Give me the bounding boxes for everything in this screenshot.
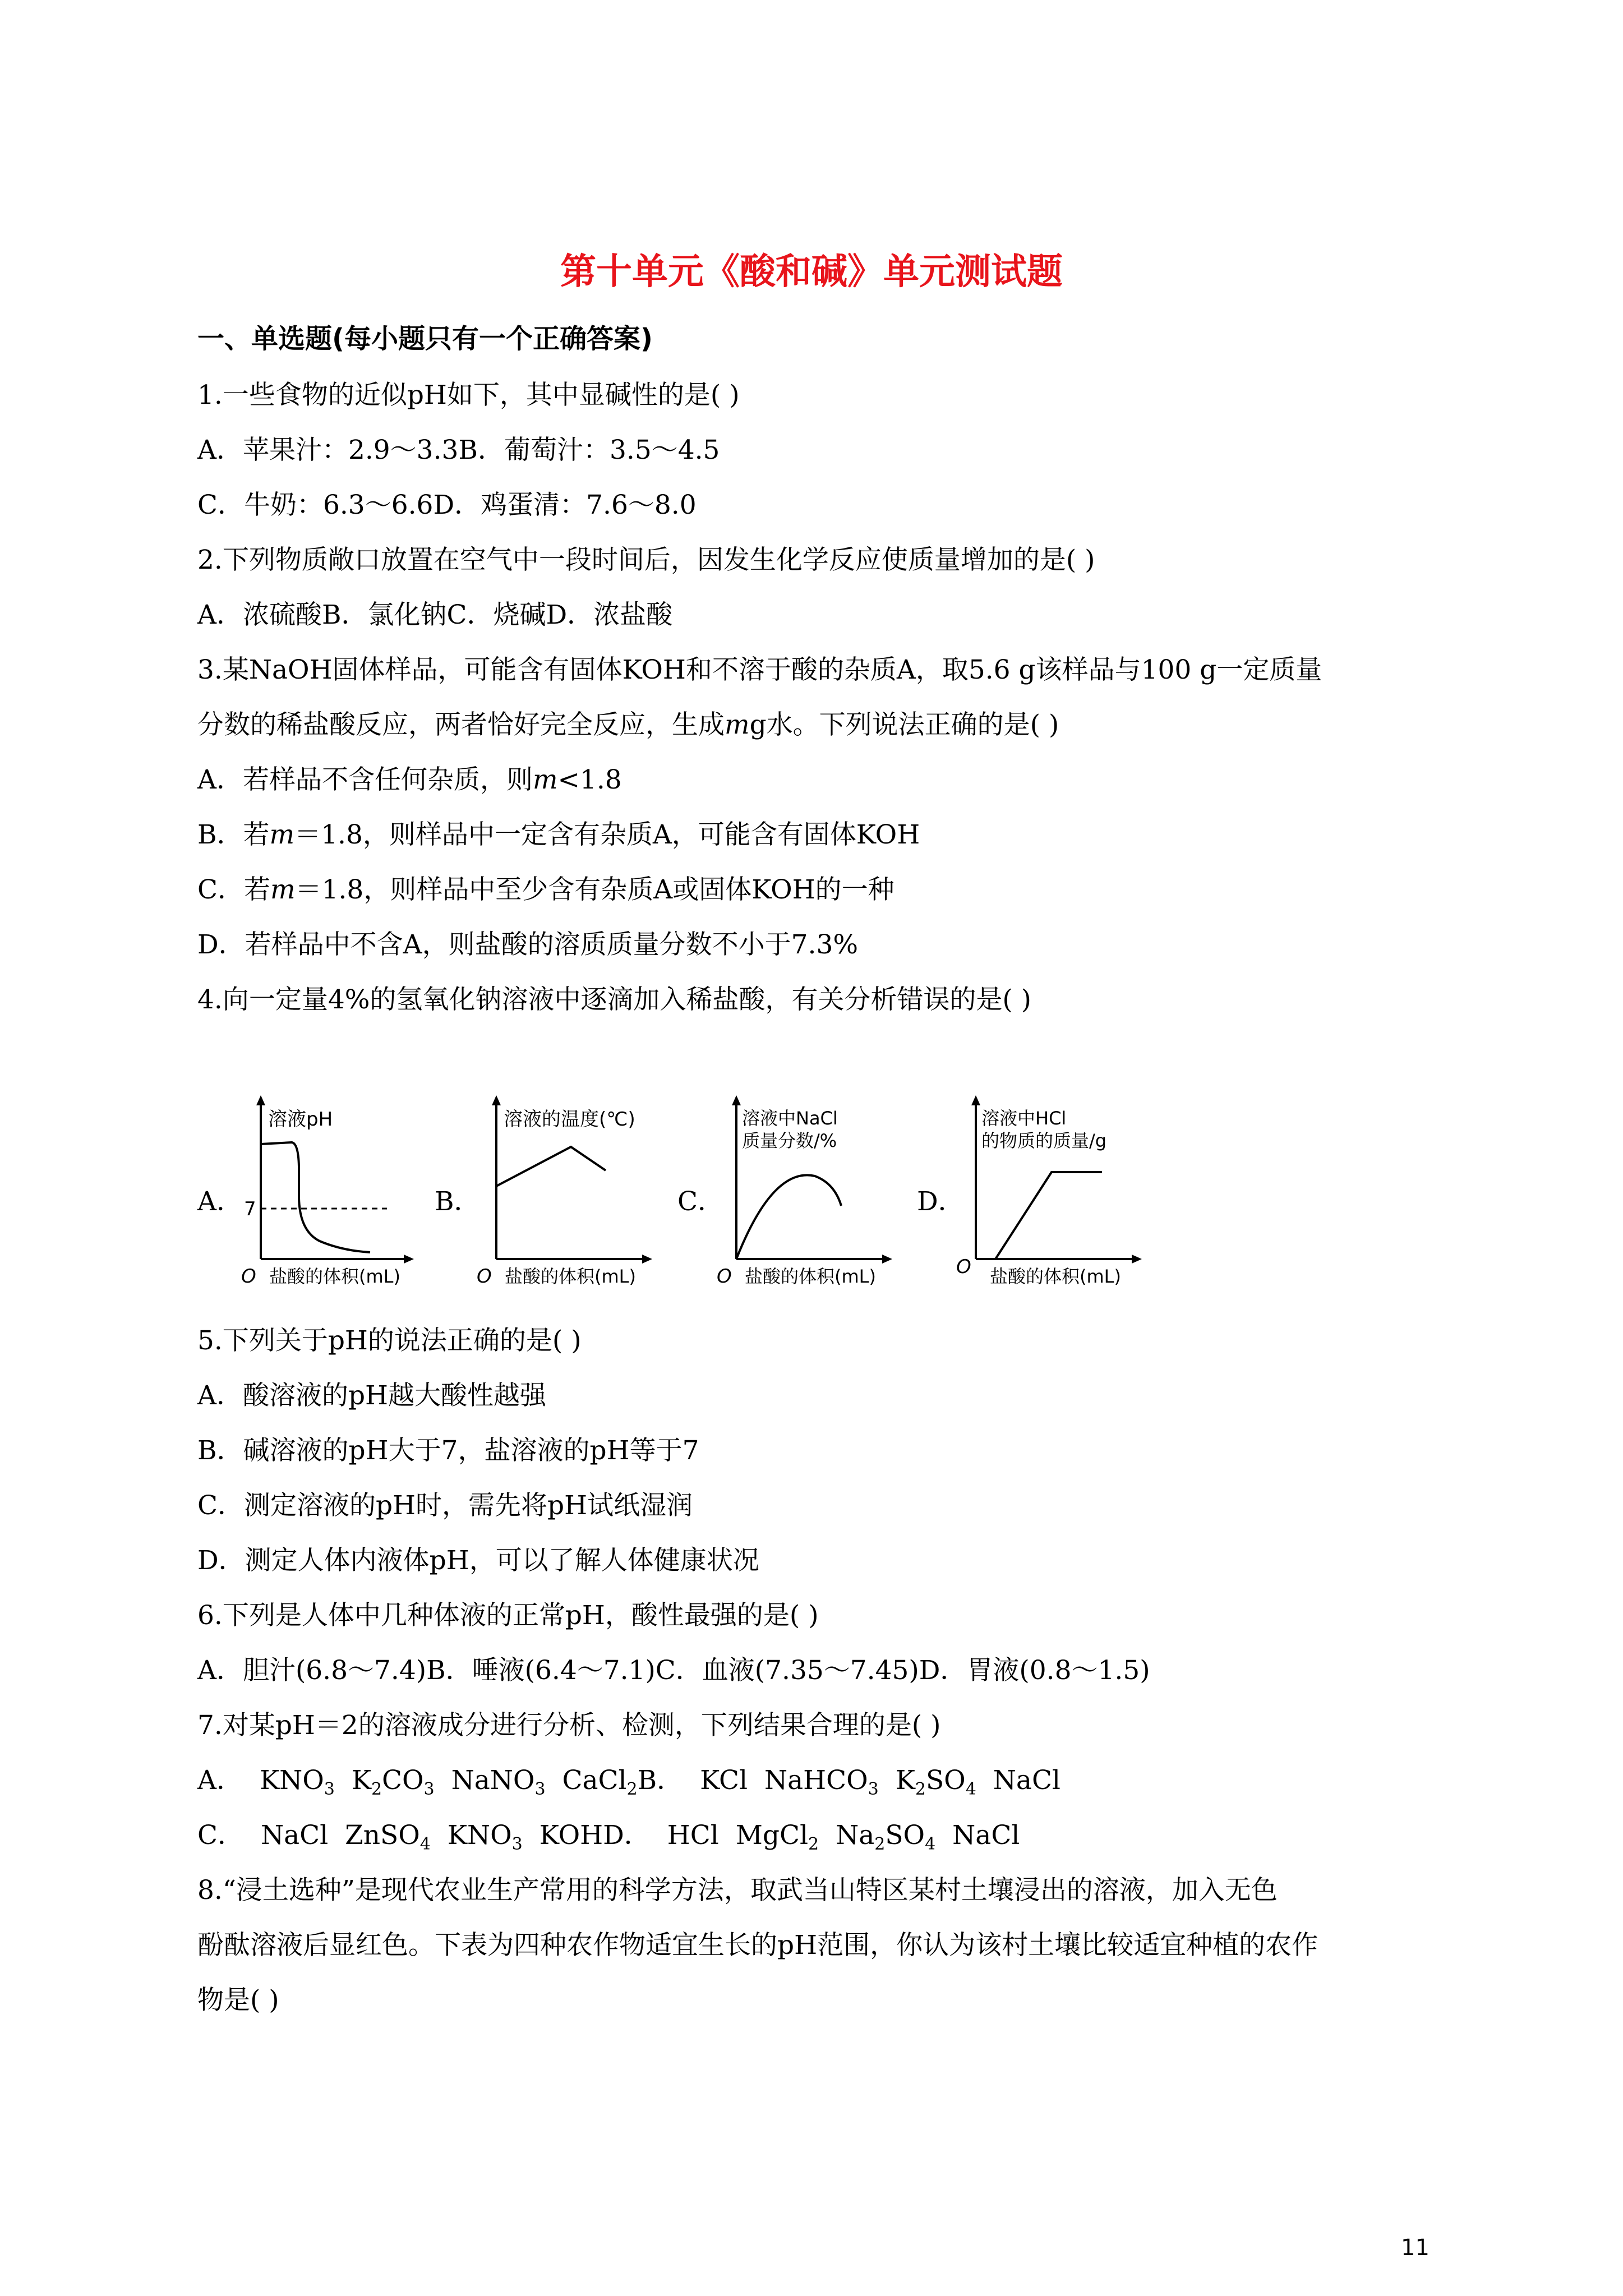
y-axis-arrow [971, 1095, 980, 1105]
q2-stem: 2.下列物质敞口放置在空气中一段时间后，因发生化学反应使质量增加的是( ) [197, 545, 1095, 575]
q3-option-a [197, 762, 622, 799]
q3-option-b-tail: ＝1.8，则样品中一定含有杂质A，可能含有固体KOH [294, 819, 920, 850]
q8-stem-line3: 物是( ) [197, 1985, 279, 2016]
q3-stem2-text-a: 分数的稀盐酸反应，两者恰好完全反应，生成 [197, 709, 725, 740]
x-axis-arrow [1132, 1255, 1142, 1264]
q3-option-a-text: A．若样品不含任何杂质，则 [197, 764, 533, 795]
q4-chart-d [956, 1091, 1147, 1304]
chart-d-xlabel: 盐酸的体积(mL) [990, 1266, 1121, 1287]
chart-b-ylabel: 溶液的温度(℃) [504, 1108, 635, 1131]
q4-letter-a: A． [197, 1186, 243, 1217]
q3-option-b [197, 817, 920, 854]
page-title: 第十单元《酸和碱》单元测试题 [560, 251, 1063, 293]
q5-option-d: D．测定人体内液体pH，可以了解人体健康状况 [197, 1545, 759, 1576]
q3-option-c-var: m [270, 874, 296, 905]
q1-options-cd: C．牛奶：6.3～6.6D．鸡蛋清：7.6～8.0 [197, 490, 697, 520]
q5-option-a: A．酸溶液的pH越大酸性越强 [197, 1380, 547, 1411]
q7-options-cd: C． NaCl ZnSO$_4$ $KNO_3$ KOHD． HCl MgCl$_2$ $Na_2SO_4$ NaCl [197, 1820, 1020, 1854]
q3-option-a-var: m [532, 764, 558, 795]
q4-letter-b: B． [435, 1186, 481, 1217]
q5-option-b: B．碱溶液的pH大于7，盐溶液的pH等于7 [197, 1435, 699, 1466]
q8-stem-line1: 8.“浸土选种”是现代农业生产常用的科学方法，取武当山特区某村土壤浸出的溶液，加入无色 [197, 1875, 1278, 1906]
y-axis-arrow [256, 1095, 265, 1105]
q3-option-d: D．若样品中不含A，则盐酸的溶质质量分数不小于7.3% [197, 929, 859, 960]
q4-chart-c [717, 1091, 896, 1304]
page-number: 11 [1401, 2235, 1430, 2261]
section-heading: 一、单选题(每小题只有一个正确答案) [197, 323, 653, 354]
chart-a-tick: 7 [244, 1198, 256, 1220]
chart-a-origin: O [241, 1265, 256, 1288]
nacl-curve [736, 1175, 841, 1259]
chart-c-ylabel-2: 质量分数/% [742, 1130, 837, 1151]
q1-options-ab: A．苹果汁：2.9～3.3B．葡萄汁：3.5～4.5 [197, 435, 720, 465]
q3-stem-line2 [197, 707, 1059, 744]
y-axis-arrow [492, 1095, 501, 1105]
q8-stem-line2: 酚酞溶液后显红色。下表为四种农作物适宜生长的pH范围，你认为该村土壤比较适宜种植的农作 [197, 1930, 1318, 1961]
q4-chart-b [477, 1091, 656, 1304]
x-axis-arrow [882, 1255, 892, 1264]
y-axis-arrow [732, 1095, 741, 1105]
chart-c-origin: O [717, 1265, 732, 1288]
q1-stem: 1.一些食物的近似pH如下，其中显碱性的是( ) [197, 380, 740, 411]
x-axis-arrow [642, 1255, 652, 1264]
temperature-curve [496, 1147, 606, 1186]
q3-option-a-tail: <1.8 [557, 764, 622, 795]
q4-letter-d: D． [917, 1186, 965, 1217]
q3-option-b-text: B．若 [197, 819, 270, 850]
q3-option-c [197, 872, 895, 909]
q3-stem-line1: 3.某NaOH固体样品，可能含有固体KOH和不溶于酸的杂质A，取5.6 g该样品与100 g一定质量 [197, 654, 1322, 685]
chart-b-origin: O [477, 1265, 492, 1288]
chart-a-xlabel: 盐酸的体积(mL) [269, 1266, 400, 1287]
chart-d-ylabel-1: 溶液中HCl [981, 1108, 1067, 1129]
x-axis-arrow [404, 1255, 414, 1264]
q4-chart-a [236, 1091, 415, 1304]
q3-stem2-var-m: m [725, 709, 750, 740]
q3-option-c-tail: ＝1.8，则样品中至少含有杂质A或固体KOH的一种 [295, 874, 895, 905]
chart-c-ylabel-1: 溶液中NaCl [742, 1108, 838, 1129]
ph-curve [261, 1142, 370, 1252]
q4-stem: 4.向一定量4%的氢氧化钠溶液中逐滴加入稀盐酸，有关分析错误的是( ) [197, 984, 1032, 1015]
chart-a-ylabel: 溶液pH [268, 1108, 333, 1131]
q5-option-c: C．测定溶液的pH时，需先将pH试纸湿润 [197, 1490, 693, 1521]
hcl-curve [995, 1172, 1102, 1259]
chart-c-xlabel: 盐酸的体积(mL) [745, 1266, 876, 1287]
q3-option-c-text: C．若 [197, 874, 270, 905]
chart-d-ylabel-2: 的物质的质量/g [981, 1130, 1107, 1151]
q2-options: A．浓硫酸B．氯化钠C．烧碱D．浓盐酸 [197, 600, 673, 630]
chart-b-xlabel: 盐酸的体积(mL) [505, 1266, 636, 1287]
q3-option-b-var: m [269, 819, 295, 850]
q6-options: A．胆汁(6.8～7.4)B．唾液(6.4～7.1)C．血液(7.35～7.45)D．胃液(0.8～1.5) [197, 1655, 1150, 1686]
q3-stem2-text-b: g水。下列说法正确的是( ) [749, 709, 1059, 740]
chart-d-origin: O [956, 1256, 971, 1278]
q4-letter-c: C． [677, 1186, 724, 1217]
q7-stem: 7.对某pH＝2的溶液成分进行分析、检测，下列结果合理的是( ) [197, 1710, 941, 1741]
q5-stem: 5.下列关于pH的说法正确的是( ) [197, 1325, 582, 1356]
q7-options-ab: A． $KNO_3$ $K_2CO_3$ NaNO$_3$ CaCl$_2$B． KCl NaHCO$_3$ $K_2SO_4$ NaCl [197, 1765, 1061, 1799]
q6-stem: 6.下列是人体中几种体液的正常pH，酸性最强的是( ) [197, 1600, 819, 1631]
